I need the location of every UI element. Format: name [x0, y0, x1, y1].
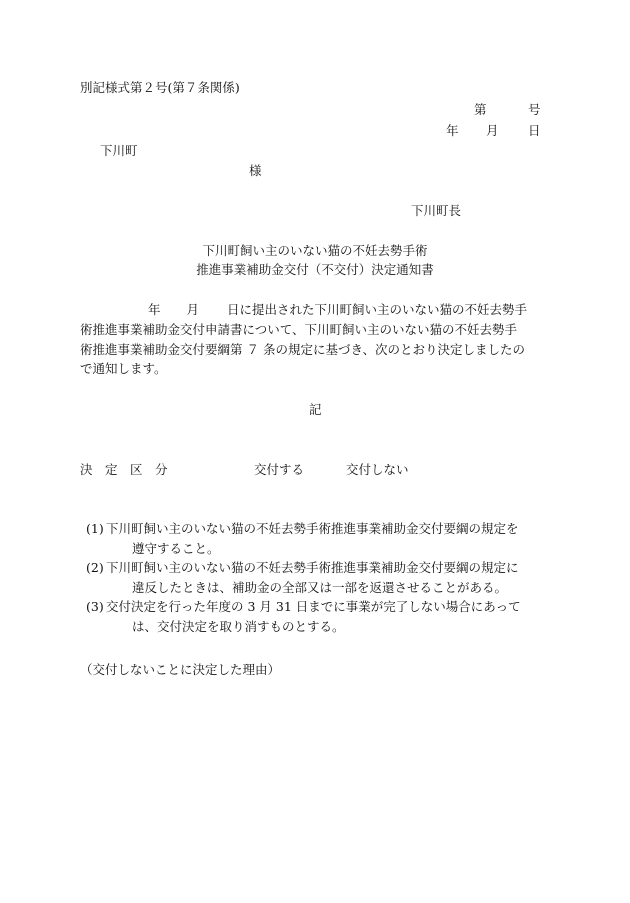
title-line-1: 下川町飼い主のいない猫の不妊去勢手術 — [202, 243, 428, 258]
form-number: 別記様式第２号(第７条関係) — [80, 80, 240, 95]
condition-item — [80, 519, 560, 558]
body-line-2: 術推進事業補助金交付申請書について、下川町飼い主のいない猫の不妊去勢手 — [80, 321, 518, 337]
sender: 下川町長 — [411, 203, 462, 218]
recipient-town: 下川町 — [100, 143, 138, 158]
condition-number: (2) — [86, 560, 104, 575]
body-paragraph — [80, 300, 552, 379]
doc-number-prefix: 第 — [474, 102, 487, 117]
conditions-list — [80, 519, 560, 636]
doc-number-suffix: 号 — [528, 102, 541, 117]
decision-label: 決 定 区 分 — [80, 462, 168, 477]
condition-line-1: 下川町飼い主のいない猫の不妊去勢手術推進事業補助金交付要綱の規定を — [106, 521, 519, 536]
body-date-year: 年 — [148, 302, 161, 317]
condition-item — [80, 597, 560, 636]
title-line-2: 推進事業補助金交付（不交付）決定通知書 — [196, 262, 434, 277]
body-line-1 — [80, 300, 552, 320]
body-line-3: 術推進事業補助金交付要綱第 ７ 条の規定に基づき、次のとおり決定しましたの — [80, 341, 525, 357]
condition-number: (1) — [86, 521, 104, 536]
body-date-month: 月 — [186, 302, 200, 317]
decision-no-grant-option: 交付しない — [346, 462, 409, 477]
condition-item — [80, 558, 560, 597]
header-month: 月 — [486, 123, 499, 138]
condition-line-2: 遵守すること。 — [132, 540, 220, 556]
condition-line-1: 交付決定を行った年度の 3 月 31 日までに事業が完了しない場合にあって — [106, 599, 521, 614]
body-line-1-rest: 日に提出された下川町飼い主のいない猫の不妊去勢手 — [227, 302, 528, 317]
recipient-honorific: 様 — [249, 163, 262, 178]
condition-line-1: 下川町飼い主のいない猫の不妊去勢手術推進事業補助金交付要綱の規定に — [106, 560, 519, 575]
decision-grant-option: 交付する — [254, 462, 305, 477]
header-year: 年 — [446, 123, 459, 138]
condition-line-2: 違反したときは、補助金の全部又は一部を返還させることがある。 — [132, 579, 508, 595]
condition-line-2: は、交付決定を取り消すものとする。 — [132, 618, 345, 634]
condition-number: (3) — [86, 599, 104, 614]
ki-heading: 記 — [309, 402, 322, 417]
body-line-4: で通知します。 — [80, 361, 167, 377]
reason-heading: （交付しないことに決定した理由） — [80, 662, 281, 677]
header-day: 日 — [528, 123, 541, 138]
